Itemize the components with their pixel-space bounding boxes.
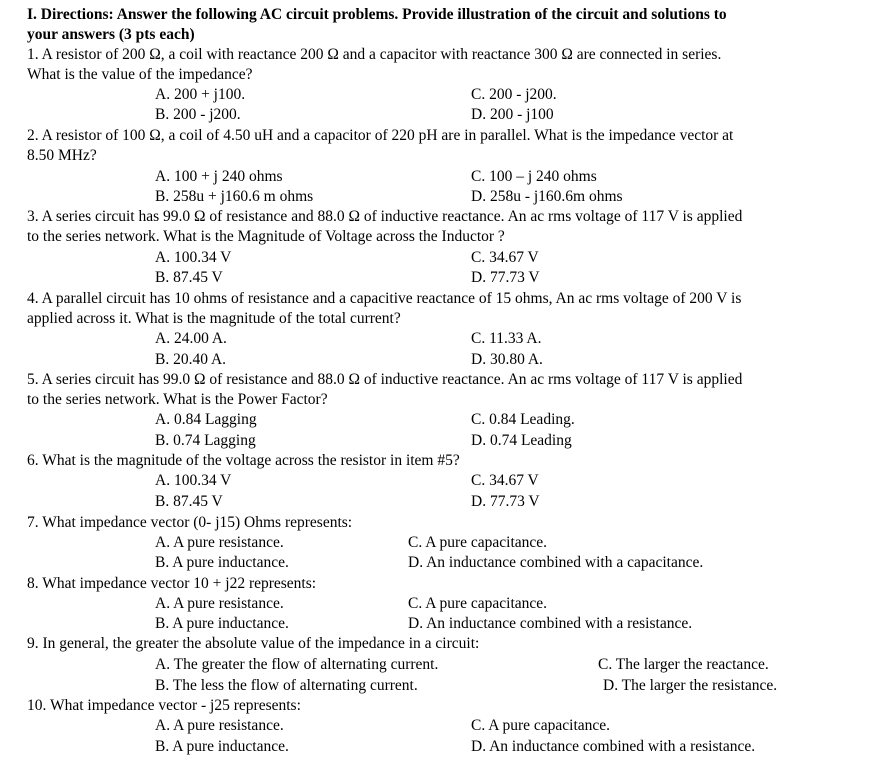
- question-9-line-1: 9. In general, the greater the absolute value of the impedance in a circuit:: [27, 635, 480, 652]
- question-6-line-1: 6. What is the magnitude of the voltage across the resistor in item #5?: [27, 452, 460, 469]
- question-6-choice-b: B. 87.45 V: [155, 493, 223, 510]
- question-1-choice-a: A. 200 + j100.: [155, 86, 246, 103]
- question-8-line-1: 8. What impedance vector 10 + j22 represents:: [27, 575, 317, 592]
- question-1-line-2: What is the value of the impedance?: [27, 66, 253, 83]
- question-7-choice-b: B. A pure inductance.: [155, 554, 289, 571]
- question-5-line-2: to the series network. What is the Power Factor?: [27, 391, 328, 408]
- question-10-line-1: 10. What impedance vector - j25 represents:: [27, 697, 301, 714]
- question-4-line-1: 4. A parallel circuit has 10 ohms of resistance and a capacitive reactance of 15 ohms, An ac rms voltage of 200 V is: [27, 290, 742, 307]
- question-2-line-1: 2. A resistor of 100 Ω, a coil of 4.50 uH and a capacitor of 220 pH are in parallel. What is the impedance vector at: [27, 127, 734, 144]
- directions-line-2: your answers (3 pts each): [27, 26, 195, 43]
- question-4-line-2: applied across it. What is the magnitude of the total current?: [27, 310, 401, 327]
- question-4-choice-b: B. 20.40 A.: [155, 351, 227, 368]
- question-3-choice-b: B. 87.45 V: [155, 269, 223, 286]
- question-5-choice-c: C. 0.84 Leading.: [471, 411, 575, 428]
- question-4-choice-a: A. 24.00 A.: [155, 330, 227, 347]
- question-10-choice-b: B. A pure inductance.: [155, 738, 289, 755]
- question-8-choice-d: D. An inductance combined with a resistance.: [408, 615, 693, 632]
- question-3-line-2: to the series network. What is the Magnitude of Voltage across the Inductor ?: [27, 228, 505, 245]
- question-9-choice-b: B. The less the flow of alternating current.: [155, 677, 418, 694]
- question-9-choice-a: A. The greater the flow of alternating current.: [155, 656, 439, 673]
- question-2-line-2: 8.50 MHz?: [27, 147, 97, 164]
- question-1-choice-d: D. 200 - j100: [471, 106, 554, 123]
- question-4-choice-d: D. 30.80 A.: [471, 351, 543, 368]
- question-3-line-1: 3. A series circuit has 99.0 Ω of resistance and 88.0 Ω of inductive reactance. An ac rms voltage of 117 V is applied: [27, 208, 743, 225]
- question-6-choice-a: A. 100.34 V: [155, 472, 232, 489]
- question-9-choice-d: D. The larger the resistance.: [603, 677, 778, 694]
- question-1-choice-c: C. 200 - j200.: [471, 86, 557, 103]
- question-2-choice-d: D. 258u - j160.6m ohms: [471, 188, 623, 205]
- question-10-choice-c: C. A pure capacitance.: [471, 717, 611, 734]
- question-10-choice-d: D. An inductance combined with a resistance.: [471, 738, 756, 755]
- question-7-line-1: 7. What impedance vector (0- j15) Ohms represents:: [27, 514, 353, 531]
- question-5-choice-d: D. 0.74 Leading: [471, 432, 572, 449]
- question-8-choice-b: B. A pure inductance.: [155, 615, 289, 632]
- question-2-choice-b: B. 258u + j160.6 m ohms: [155, 188, 314, 205]
- question-8-choice-c: C. A pure capacitance.: [408, 595, 548, 612]
- question-3-choice-d: D. 77.73 V: [471, 269, 540, 286]
- question-8-choice-a: A. A pure resistance.: [155, 595, 284, 612]
- question-3-choice-c: C. 34.67 V: [471, 249, 539, 266]
- question-5-choice-a: A. 0.84 Lagging: [155, 411, 257, 428]
- question-5-line-1: 5. A series circuit has 99.0 Ω of resistance and 88.0 Ω of inductive reactance. An ac rms voltage of 117 V is applied: [27, 371, 743, 388]
- question-2-choice-c: C. 100 – j 240 ohms: [471, 168, 597, 185]
- question-5-choice-b: B. 0.74 Lagging: [155, 432, 256, 449]
- question-7-choice-c: C. A pure capacitance.: [408, 534, 548, 551]
- question-2-choice-a: A. 100 + j 240 ohms: [155, 168, 283, 185]
- question-6-choice-c: C. 34.67 V: [471, 472, 539, 489]
- question-9-choice-c: C. The larger the reactance.: [598, 656, 769, 673]
- directions-line-1: I. Directions: Answer the following AC circuit problems. Provide illustration of the circuit and solutions to: [27, 6, 727, 23]
- question-1-choice-b: B. 200 - j200.: [155, 106, 241, 123]
- question-6-choice-d: D. 77.73 V: [471, 493, 540, 510]
- question-10-choice-a: A. A pure resistance.: [155, 717, 284, 734]
- question-3-choice-a: A. 100.34 V: [155, 249, 232, 266]
- question-4-choice-c: C. 11.33 A.: [471, 330, 542, 347]
- question-1-line-1: 1. A resistor of 200 Ω, a coil with reactance 200 Ω and a capacitor with reactance 300 Ω are connected in series.: [27, 46, 722, 63]
- question-7-choice-d: D. An inductance combined with a capacitance.: [408, 554, 704, 571]
- question-7-choice-a: A. A pure resistance.: [155, 534, 284, 551]
